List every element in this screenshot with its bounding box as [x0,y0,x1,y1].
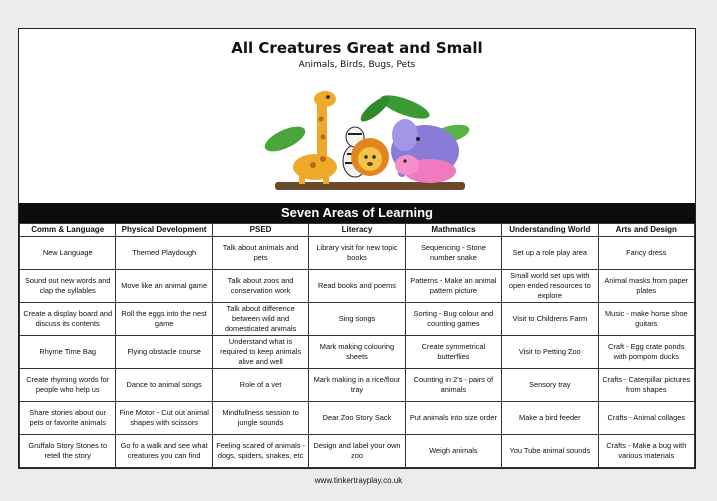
page-subtitle: Animals, Birds, Bugs, Pets [298,60,416,70]
table-cell: Roll the eggs into the nest game [116,303,212,336]
table-cell: Themed Playdough [116,237,212,270]
table-cell: Patterns - Make an animal pattern picture [405,270,501,303]
table-cell: Sound out new words and clap the syllables [20,270,116,303]
table-cell: Create a display board and discuss its contents [20,303,116,336]
column-header: Mathmatics [405,224,501,237]
table-cell: Mark making colouring sheets [309,336,405,369]
table-cell: Music - make horse shoe guitars [598,303,694,336]
table-header-row [20,224,695,237]
table-cell: New Language [20,237,116,270]
table-cell: Dance to animal songs [116,369,212,402]
table-cell: Go fo a walk and see what creatures you can find [116,435,212,468]
table-cell: Rhyme Time Bag [20,336,116,369]
table-cell: Create symmetrical butterflies [405,336,501,369]
table-cell: Small world set ups with open ended resources to explore [502,270,598,303]
column-header: Literacy [309,224,405,237]
table-cell: Feeling scared of animals - dogs, spiders, snakes, etc [212,435,308,468]
column-header: PSED [212,224,308,237]
table-row [20,237,695,270]
table-cell: Fancy dress [598,237,694,270]
column-header: Comm & Language [20,224,116,237]
table-cell: Sing songs [309,303,405,336]
table-cell: Sorting - Bug colour and counting games [405,303,501,336]
table-cell: Animal masks from paper plates [598,270,694,303]
column-header: Physical Development [116,224,212,237]
table-cell: Read books and poems [309,270,405,303]
animals-illustration [255,79,475,197]
table-cell: Mindfullness session to jungle sounds [212,402,308,435]
table-cell: Share stories about our pets or favorite animals [20,402,116,435]
table-cell: Weigh animals [405,435,501,468]
table-cell: Sensory tray [502,369,598,402]
column-header: Understanding World [502,224,598,237]
table-row [20,336,695,369]
footer-website: www.tinkertrayplay.co.uk [314,476,403,485]
section-banner: Seven Areas of Learning [19,203,695,223]
table-cell: Talk about difference between wild and domesticated animals [212,303,308,336]
table-cell: Design and label your own zoo [309,435,405,468]
table-row [20,402,695,435]
table-cell: Gruffalo Story Stones to retell the story [20,435,116,468]
table-cell: You Tube animal sounds [502,435,598,468]
table-cell: Fine Motor - Cut out animal shapes with scissors [116,402,212,435]
table-cell: Make a bird feeder [502,402,598,435]
table-cell: Visit to Childrens Farm [502,303,598,336]
table-cell: Move like an animal game [116,270,212,303]
table-cell: Library visit for new topic books [309,237,405,270]
activity-sheet [18,28,696,469]
table-cell: Understand what is required to keep animals alive and well [212,336,308,369]
table-cell: Crafts - Make a bug with various materials [598,435,694,468]
table-cell: Crafts - Animal collages [598,402,694,435]
table-cell: Create rhyming words for people who help us [20,369,116,402]
table-cell: Mark making in a rice/flour tray [309,369,405,402]
table-cell: Role of a vet [212,369,308,402]
table-cell: Dear Zoo Story Sack [309,402,405,435]
table-row [20,369,695,402]
table-row [20,435,695,468]
table-cell: Visit to Petting Zoo [502,336,598,369]
page-title: All Creatures Great and Small [231,39,483,57]
table-cell: Talk about zoos and conservation work [212,270,308,303]
table-cell: Crafts - Caterpillar pictures from shapes [598,369,694,402]
table-cell: Flying obstacle course [116,336,212,369]
table-cell: Craft - Egg crate ponds with pompom ducks [598,336,694,369]
table-cell: Sequencing - Stone number snake [405,237,501,270]
table-cell: Put animals into size order [405,402,501,435]
column-header: Arts and Design [598,224,694,237]
table-row [20,303,695,336]
table-cell: Talk about animals and pets [212,237,308,270]
learning-areas-table [19,223,695,468]
table-cell: Counting in 2's - pairs of animals [405,369,501,402]
table-row [20,270,695,303]
table-cell: Set up a role play area [502,237,598,270]
